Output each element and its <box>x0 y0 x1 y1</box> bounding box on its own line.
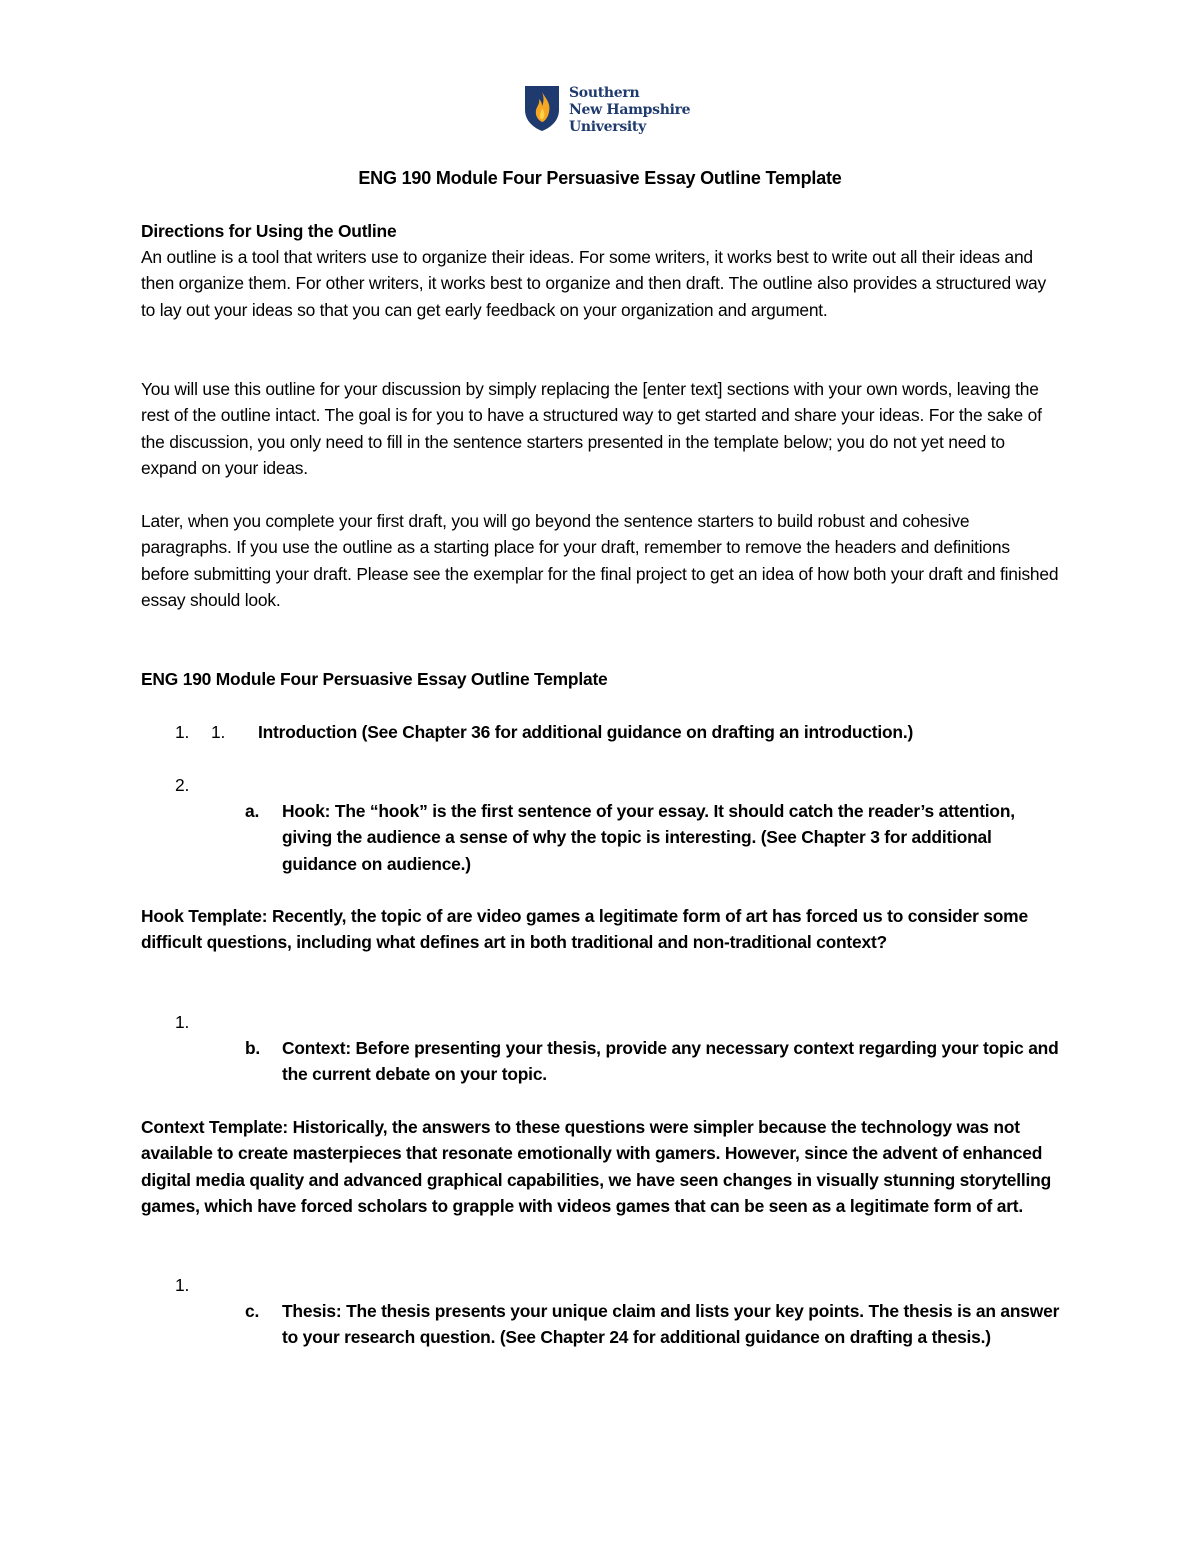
hook-description: Hook: The “hook” is the first sentence of your essay. It should catch the reader’s attention, giving the audience a sense of why the topic is interesting. (See Chapter 3 for additional guidance on audience.) <box>282 801 1015 874</box>
context-template: Context Template: Historically, the answers to these questions were simpler because the technology was not available to create masterpieces that resonate emotionally with gamers. However, since the advent of enhanced digital media quality and advanced graphical capabilities, we have seen changes in visually stunning storytelling games, which have forced scholars to grapple with videos games that can be seen as a legitimate form of art. <box>141 1117 1051 1216</box>
logo-wordmark <box>569 85 690 136</box>
hook-template: Hook Template: Recently, the topic of are video games a legitimate form of art has forced us to consider some difficult questions, including what defines art in both traditional and non-traditional context? <box>141 906 1028 953</box>
directions-paragraph-3: Later, when you complete your first draft, you will go beyond the sentence starters to build robust and cohesive paragraphs. If you use the outline as a starting place for your draft, remember to remove the headers and definitions before submitting your draft. Please see the exemplar for the final project to get an idea of how both your draft and finished essay should look. <box>141 511 1059 610</box>
directions-heading: Directions for Using the Outline <box>141 221 397 241</box>
context-description: Context: Before presenting your thesis, provide any necessary context regarding your topic and the current debate on your topic. <box>282 1038 1059 1085</box>
introduction-label: Introduction (See Chapter 36 for additional guidance on drafting an introduction.) <box>258 722 914 742</box>
outline-heading: ENG 190 Module Four Persuasive Essay Outline Template <box>141 669 608 689</box>
logo-line-1: Southern <box>569 85 640 101</box>
logo-line-3: University <box>569 119 646 135</box>
thesis-marker: c. <box>245 1301 260 1321</box>
outline-item-1-number: 1. <box>175 722 190 742</box>
flame-shield-icon <box>522 84 562 132</box>
logo-line-2: New Hampshire <box>569 102 691 118</box>
outline-item-1-inner-number: 1. <box>211 722 226 742</box>
outline-item-4-number: 1. <box>175 1275 190 1295</box>
directions-paragraph-2: You will use this outline for your discussion by simply replacing the [enter text] sections with your own words, leaving the rest of the outline intact. The goal is for you to have a structured way to get started and share your ideas. For the sake of the discussion, you only need to fill in the sentence starters presented in the template below; you do not yet need to expand on your ideas. <box>141 379 1042 478</box>
directions-paragraph-1: An outline is a tool that writers use to organize their ideas. For some writers, it works best to write out all their ideas and then organize them. For other writers, it works best to organize and then draft. The outline also provides a structured way to lay out your ideas so that you can get early feedback on your organization and argument. <box>141 247 1046 320</box>
snhu-logo <box>522 84 692 134</box>
document-title: ENG 190 Module Four Persuasive Essay Outline Template <box>358 168 842 188</box>
outline-item-3-number: 1. <box>175 1012 190 1032</box>
hook-marker: a. <box>245 801 260 821</box>
thesis-description: Thesis: The thesis presents your unique claim and lists your key points. The thesis is an answer to your research question. (See Chapter 24 for additional guidance on drafting a thesis.) <box>282 1301 1060 1348</box>
outline-item-2-number: 2. <box>175 775 190 795</box>
context-marker: b. <box>245 1038 261 1058</box>
